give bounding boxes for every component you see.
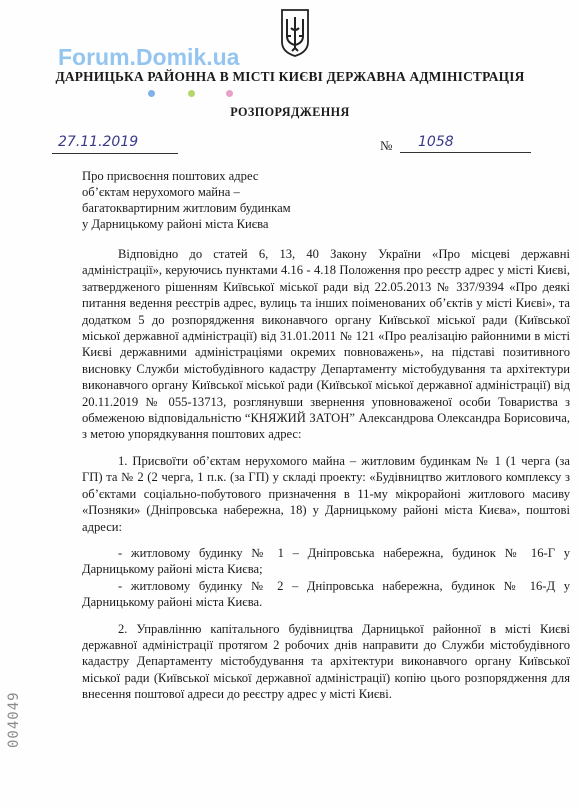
subject-line: об’єктам нерухомого майна – xyxy=(82,185,240,199)
subject-line: Про присвоєння поштових адрес xyxy=(82,169,259,183)
ukraine-trident-emblem-icon xyxy=(279,8,311,58)
number-label: № xyxy=(380,138,393,153)
watermark: Forum.Domik.ua xyxy=(58,44,240,70)
item-1-address-1: - житловому будинку № 1 – Дніпровська набережна, будинок № 16-Г у Дарницькому районі міста Києва; xyxy=(82,545,570,577)
subject-line: багатоквартирним житловим будинкам xyxy=(82,201,291,215)
document-type: РОЗПОРЯДЖЕННЯ xyxy=(230,105,350,119)
preamble-paragraph: Відповідно до статей 6, 13, 40 Закону України «Про місцеві державні адміністрації», керуючись пунктами 4.16 - 4.18 Положення про реєстр адрес у місті Києві, затвердженого рішенням Київської міської ради від 22.05.2013 № 337/9394 «Про деякі питання ведення реєстрів адрес, вулиць та інших поіменованих об’єктів у місті Києві», та додатком 5 до розпорядження виконавчого органу Київської міської ради (Київської міської державної адміністрації) від 31.01.2011 № 121 «Про реалізацію районними в місті Києві державними адміністраціями окремих повноважень», на підставі позитивного висновку Служби містобудівного кадастру Департаменту містобудування та архітектури виконавчого органу Київської міської ради (Київської міської державної адміністрації) від 20.11.2019 № 055-13713, розглянувши звернення уповноваженої особи Товариства з обмеженою відповідальністю “КНЯЖИЙ ЗАТОН” Александрова Олександра Борисовича, з метою упорядкування поштових адрес: xyxy=(82,247,570,442)
item-1-paragraph: 1. Присвоїти об’єктам нерухомого майна – житловим будинкам № 1 (1 черга (за ГП) та № 2 (2 черга, 1 п.к. (за ГП) у складі проекту: «Будівництво житлового комплексу з об’єктами соціально-побутового призначення в 11-му мікрорайоні житлового масиву «Позняки» (Дніпровська набережна, 18) у Дарницькому районі міста Києва», поштові адреси: xyxy=(82,453,570,534)
subject-line: у Дарницькому районі міста Києва xyxy=(82,217,269,231)
subject-block xyxy=(82,168,291,232)
document-date: 27.11.2019 xyxy=(52,134,178,154)
document-body xyxy=(82,246,570,703)
item-2-paragraph: 2. Управлінню капітального будівництва Дарницької районної в місті Києві державної адміністрації протягом 2 робочих днів направити до Служби містобудівного кадастру Департаменту містобудування та архітектури виконавчого органу Київської міської ради (Київської міської державної адміністрації) копію цього розпорядження для внесення поштової адреси до реєстру адрес у місті Києві. xyxy=(82,621,570,702)
agency-title: ДАРНИЦЬКА РАЙОННА В МІСТІ КИЄВІ ДЕРЖАВНА АДМІНІСТРАЦІЯ xyxy=(55,69,525,84)
registration-stamp xyxy=(6,678,22,748)
stamp-number: 004049 xyxy=(6,691,22,748)
document-number: 1058 xyxy=(400,134,531,153)
item-1-address-2: - житловому будинку № 2 – Дніпровська набережна, будинок № 16-Д у Дарницькому районі міста Києва. xyxy=(82,578,570,610)
